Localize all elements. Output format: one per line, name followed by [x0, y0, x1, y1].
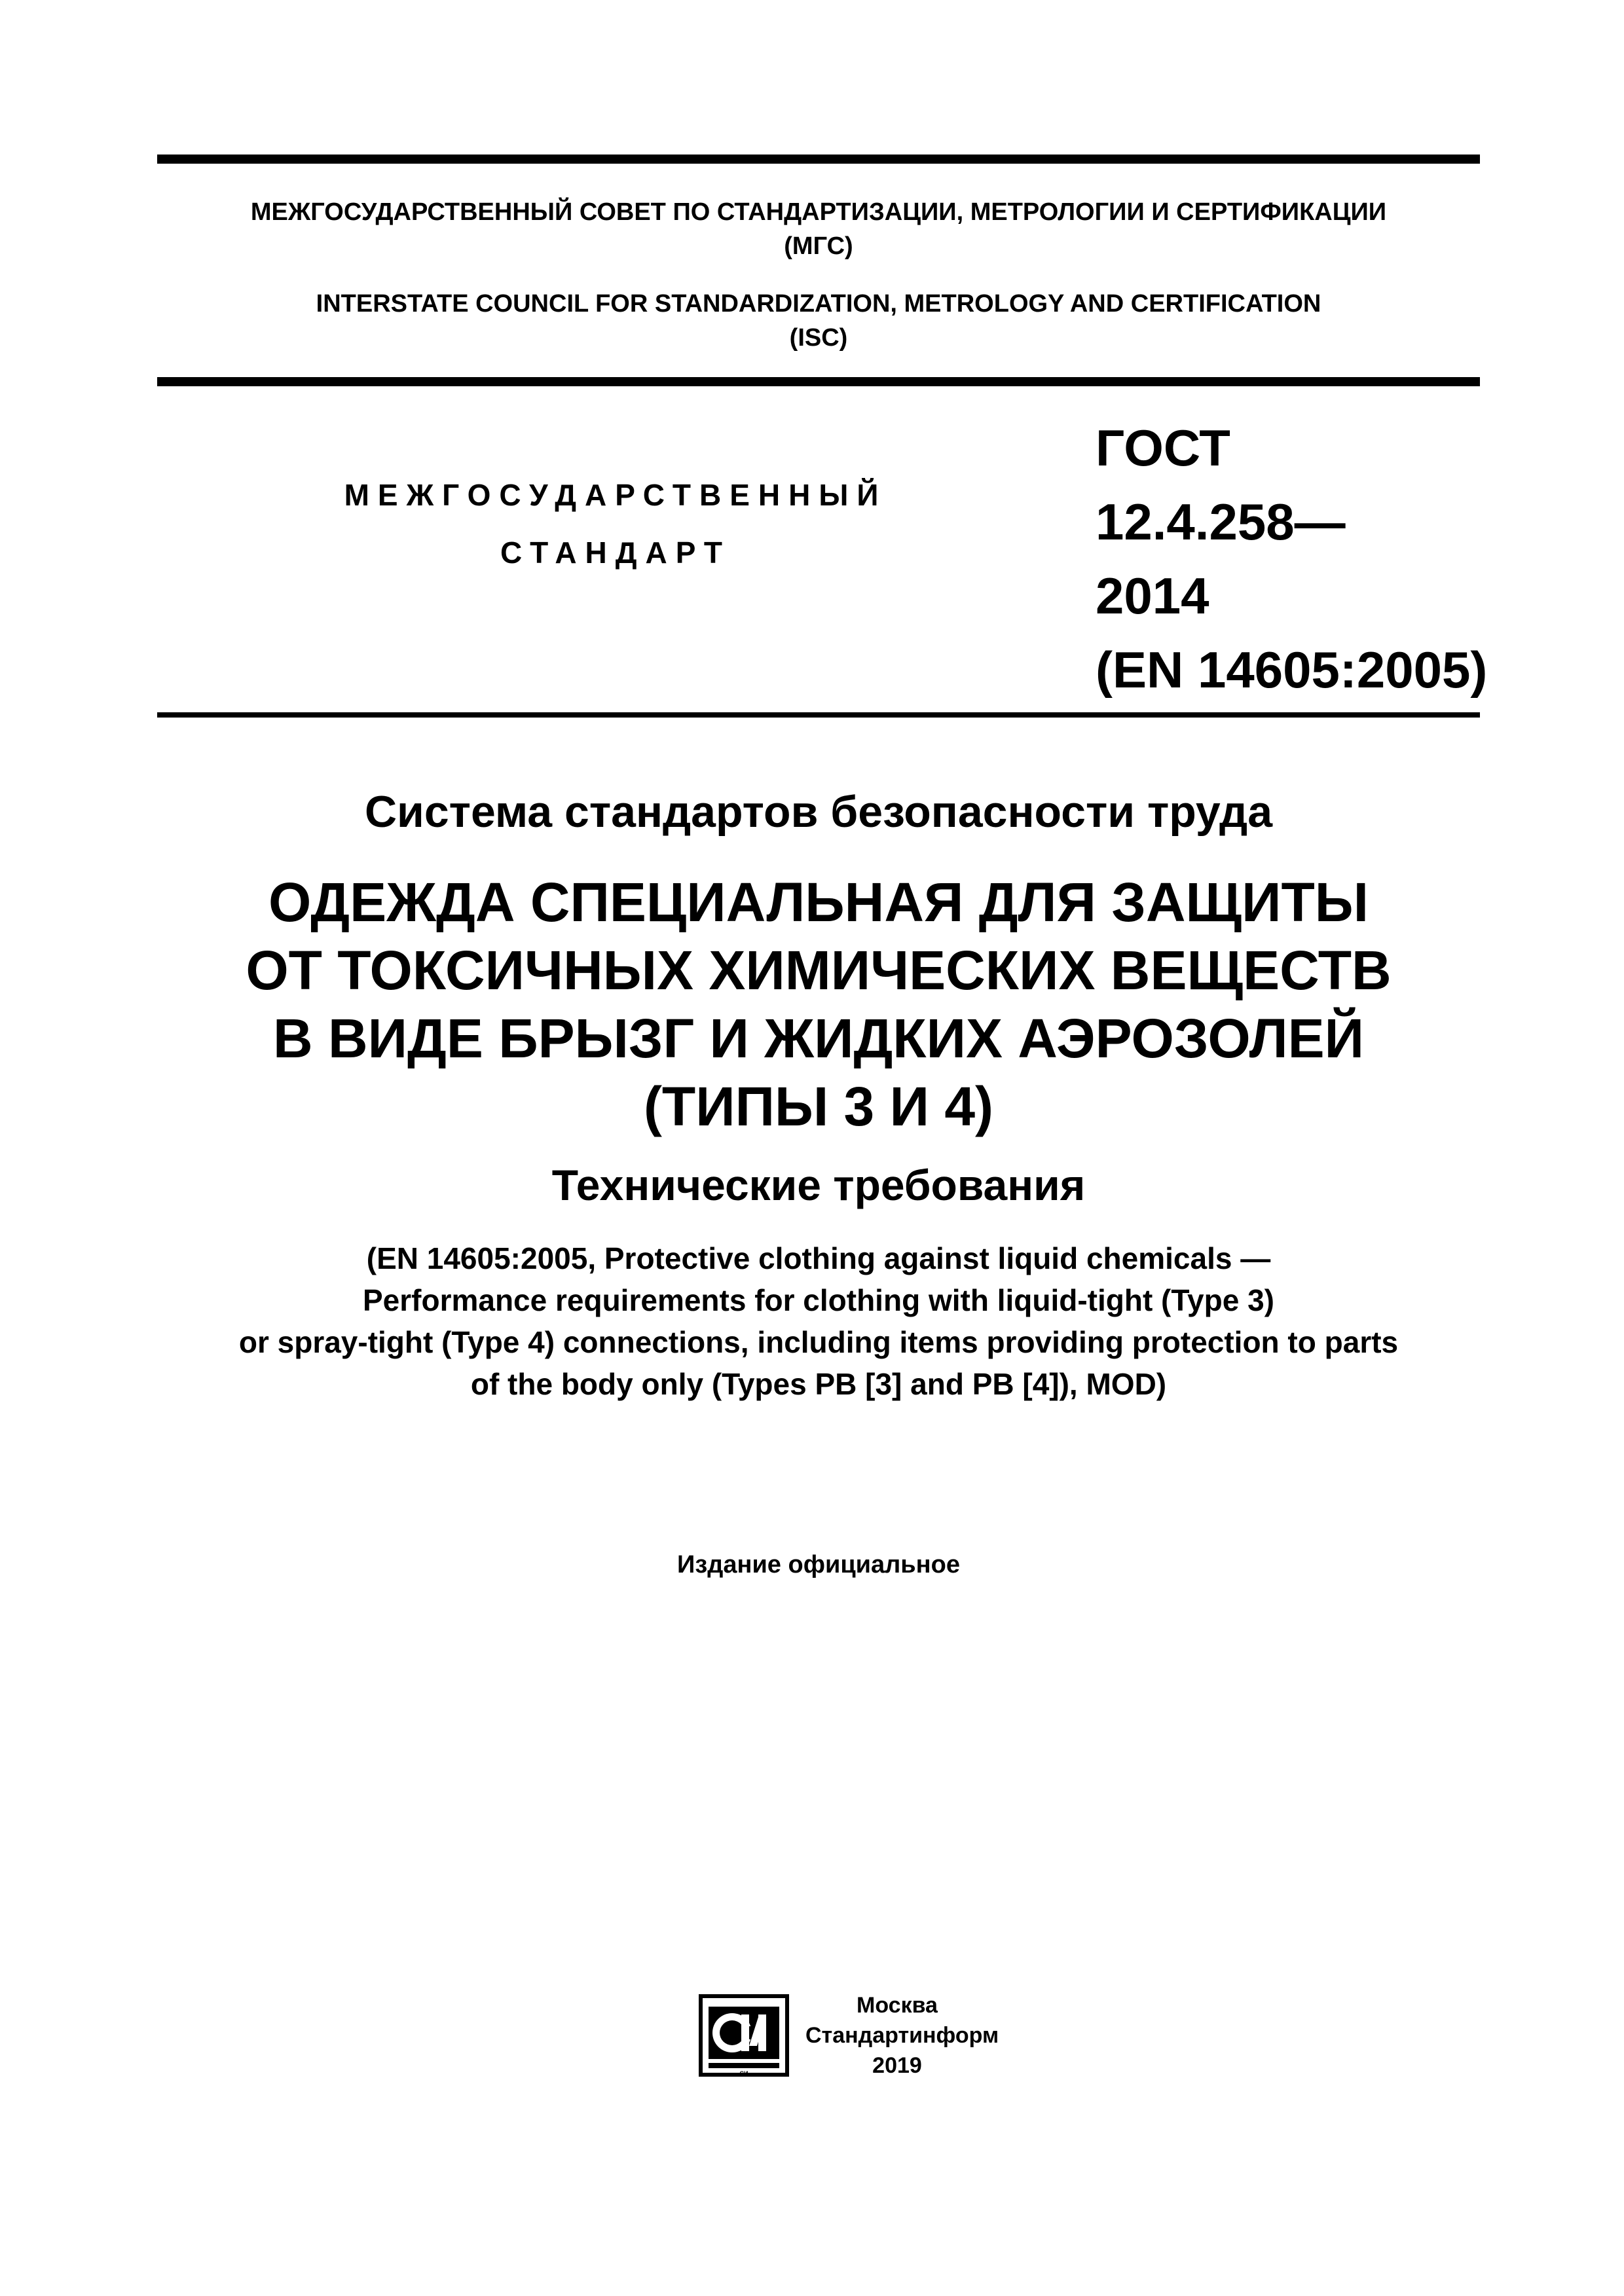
- council-en-line1: INTERSTATE COUNCIL FOR STANDARDIZATION, METROLOGY AND CERTIFICATION: [316, 290, 1321, 318]
- publisher-city: Москва: [857, 1993, 938, 2018]
- publisher-name: Стандартинформ: [805, 2023, 999, 2048]
- council-name-en: [157, 287, 1480, 355]
- council-ru-line1: МЕЖГОСУДАРСТВЕННЫЙ СОВЕТ ПО СТАНДАРТИЗАЦИИ, МЕТРОЛОГИИ И СЕРТИФИКАЦИИ: [250, 198, 1387, 226]
- title-line2: ОТ ТОКСИЧНЫХ ХИМИЧЕСКИХ ВЕЩЕСТВ: [246, 939, 1392, 1001]
- designation-line1: ГОСТ: [1096, 419, 1230, 477]
- standard-type-line1: МЕЖГОСУДАРСТВЕННЫЙ: [344, 478, 887, 512]
- reference-line3: or spray-tight (Type 4) connections, including items providing protection to parts: [238, 1325, 1399, 1359]
- designation-rule: [157, 712, 1480, 718]
- council-ru-abbr: (МГС): [784, 232, 853, 260]
- council-name-ru: [157, 195, 1480, 263]
- title-line1: ОДЕЖДА СПЕЦИАЛЬНАЯ ДЛЯ ЗАЩИТЫ: [268, 871, 1369, 933]
- publisher-info: [805, 1990, 999, 2081]
- title-line4: (ТИПЫ 3 И 4): [643, 1076, 994, 1137]
- reference-line1: (EN 14605:2005, Protective clothing against liquid chemicals —: [366, 1241, 1271, 1275]
- document-title: [157, 868, 1480, 1140]
- publisher-year: 2019: [872, 2053, 922, 2078]
- publisher-logo-icon: [698, 1994, 790, 2077]
- header-rule: [157, 377, 1480, 386]
- standard-type-line2: СТАНДАРТ: [500, 536, 731, 570]
- reference-line4: of the body only (Types PB [3] and PB [4]), MOD): [470, 1367, 1167, 1401]
- designation-line3: 2014: [1096, 567, 1209, 625]
- series-title: Система стандартов безопасности труда: [364, 787, 1273, 837]
- standard-designation: [1096, 411, 1487, 707]
- designation-line2: 12.4.258—: [1096, 493, 1346, 551]
- standard-type: [288, 466, 943, 581]
- document-subtitle: Технические требования: [551, 1161, 1086, 1209]
- edition-note: Издание официальное: [677, 1551, 960, 1578]
- designation-line4: (EN 14605:2005): [1096, 641, 1488, 699]
- title-line3: В ВИДЕ БРЫЗГ И ЖИДКИХ АЭРОЗОЛЕЙ: [272, 1008, 1364, 1069]
- logo-text: СИ: [739, 2070, 748, 2077]
- top-rule: [157, 155, 1480, 164]
- reference-line2: Performance requirements for clothing with liquid-tight (Type 3): [362, 1283, 1275, 1317]
- original-standard-reference: [157, 1237, 1480, 1405]
- council-en-abbr: (ISC): [789, 324, 848, 352]
